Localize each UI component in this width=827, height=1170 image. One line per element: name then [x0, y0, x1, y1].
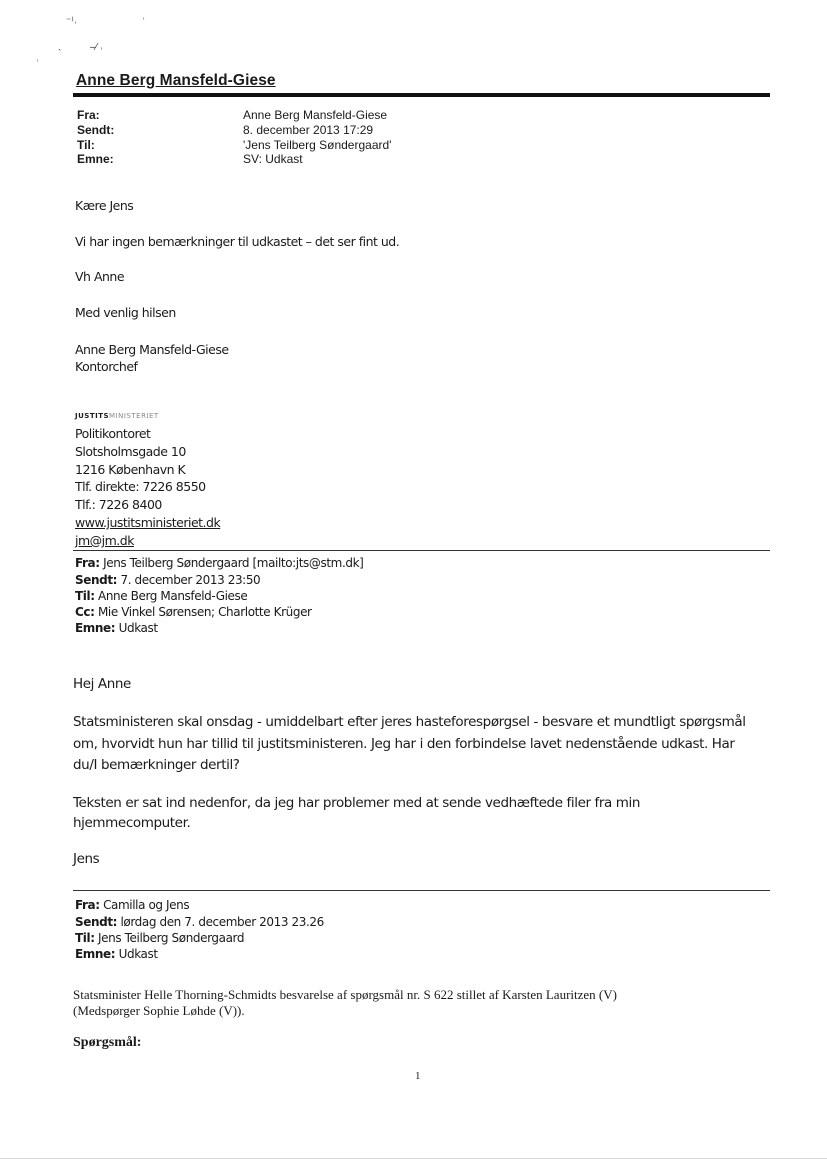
signature-phone-direct: Tlf. direkte: 7226 8550	[75, 479, 206, 494]
forward1-from: Fra: Jens Teilberg Søndergaard [mailto:jts@stm.dk]	[75, 556, 364, 570]
reply-line: Vi har ingen bemærkninger til udkastet – det ser fint ud.	[75, 234, 400, 249]
scan-artifact: ˴	[58, 44, 62, 55]
forward1-paragraph-line: du/I bemærkninger dertil?	[73, 757, 240, 773]
forward1-paragraph-line: Teksten er sat ind nedenfor, da jeg har problemer med at sende vedhæftede filer fra min	[73, 795, 641, 811]
document-title: Anne Berg Mansfeld-Giese	[76, 72, 276, 89]
signature-website-link[interactable]: www.justitsministeriet.dk	[75, 515, 221, 530]
header-from-value: Anne Berg Mansfeld-Giese	[243, 108, 388, 122]
header-sent-label: Sendt:	[77, 123, 115, 137]
forward2-to: Til: Jens Teilberg Søndergaard	[75, 931, 245, 945]
forward1-subject: Emne: Udkast	[75, 621, 158, 635]
scan-artifact: –⁄ ˒	[90, 42, 104, 53]
forward2-body-line: (Medspørger Sophie Løhde (V)).	[73, 1003, 245, 1018]
header-from-label: Fra:	[77, 108, 100, 122]
scan-artifact: ⁻⁾˒	[66, 16, 78, 27]
signature-email-link[interactable]: jm@jm.dk	[75, 533, 134, 548]
forward1-to: Til: Anne Berg Mansfeld-Giese	[75, 589, 248, 603]
reply-role: Kontorchef	[75, 359, 138, 374]
signature-office: Politikontoret	[75, 426, 151, 441]
reply-greeting: Kære Jens	[75, 198, 134, 213]
signature-phone: Tlf.: 7226 8400	[75, 497, 162, 512]
scan-artifact: ˒	[142, 12, 146, 23]
forward1-greeting: Hej Anne	[73, 676, 131, 692]
forward2-separator	[73, 890, 770, 891]
forward2-heading: Spørgsmål:	[73, 1035, 142, 1050]
page-number: 1	[415, 1070, 421, 1082]
reply-name: Anne Berg Mansfeld-Giese	[75, 342, 229, 357]
forward2-subject: Emne: Udkast	[75, 947, 158, 961]
ministry-logo-faint: MINISTERIET	[109, 412, 159, 420]
forward1-paragraph-line: Statsministeren skal onsdag - umiddelbart efter jeres hasteforespørgsel - besvare et mundtligt spørgsmål	[73, 714, 746, 730]
forward1-paragraph-line: hjemmecomputer.	[73, 815, 191, 831]
scan-edge-line	[0, 1158, 827, 1159]
forward1-signoff: Jens	[73, 851, 100, 867]
forward1-sent: Sendt: 7. december 2013 23:50	[75, 573, 261, 587]
scan-artifact: ˒	[36, 54, 40, 65]
ministry-logo-bold: JUSTITS	[75, 412, 110, 420]
reply-signoff: Vh Anne	[75, 269, 125, 284]
forward2-sent: Sendt: lørdag den 7. december 2013 23.26	[75, 915, 324, 929]
signature-city: 1216 København K	[75, 462, 186, 477]
ministry-logo	[75, 412, 159, 420]
forward1-paragraph-line: om, hvorvidt hun har tillid til justitsministeren. Jeg har i den forbindelse lavet nedenstående udkast. Har	[73, 736, 735, 752]
header-to-value: 'Jens Teilberg Søndergaard'	[243, 138, 392, 152]
header-to-label: Til:	[77, 138, 95, 152]
forward1-separator	[73, 550, 770, 551]
header-subject-label: Emne:	[77, 152, 114, 166]
header-sent-value: 8. december 2013 17:29	[243, 123, 374, 137]
signature-street: Slotsholmsgade 10	[75, 444, 186, 459]
reply-closing: Med venlig hilsen	[75, 305, 176, 320]
forward2-body-line: Statsminister Helle Thorning-Schmidts besvarelse af spørgsmål nr. S 622 stillet af Karsten Lauritzen (V)	[73, 987, 617, 1002]
forward2-from: Fra: Camilla og Jens	[75, 898, 190, 912]
header-subject-value: SV: Udkast	[243, 152, 303, 166]
forward1-cc: Cc: Mie Vinkel Sørensen; Charlotte Krüger	[75, 605, 312, 619]
title-rule	[73, 93, 770, 97]
